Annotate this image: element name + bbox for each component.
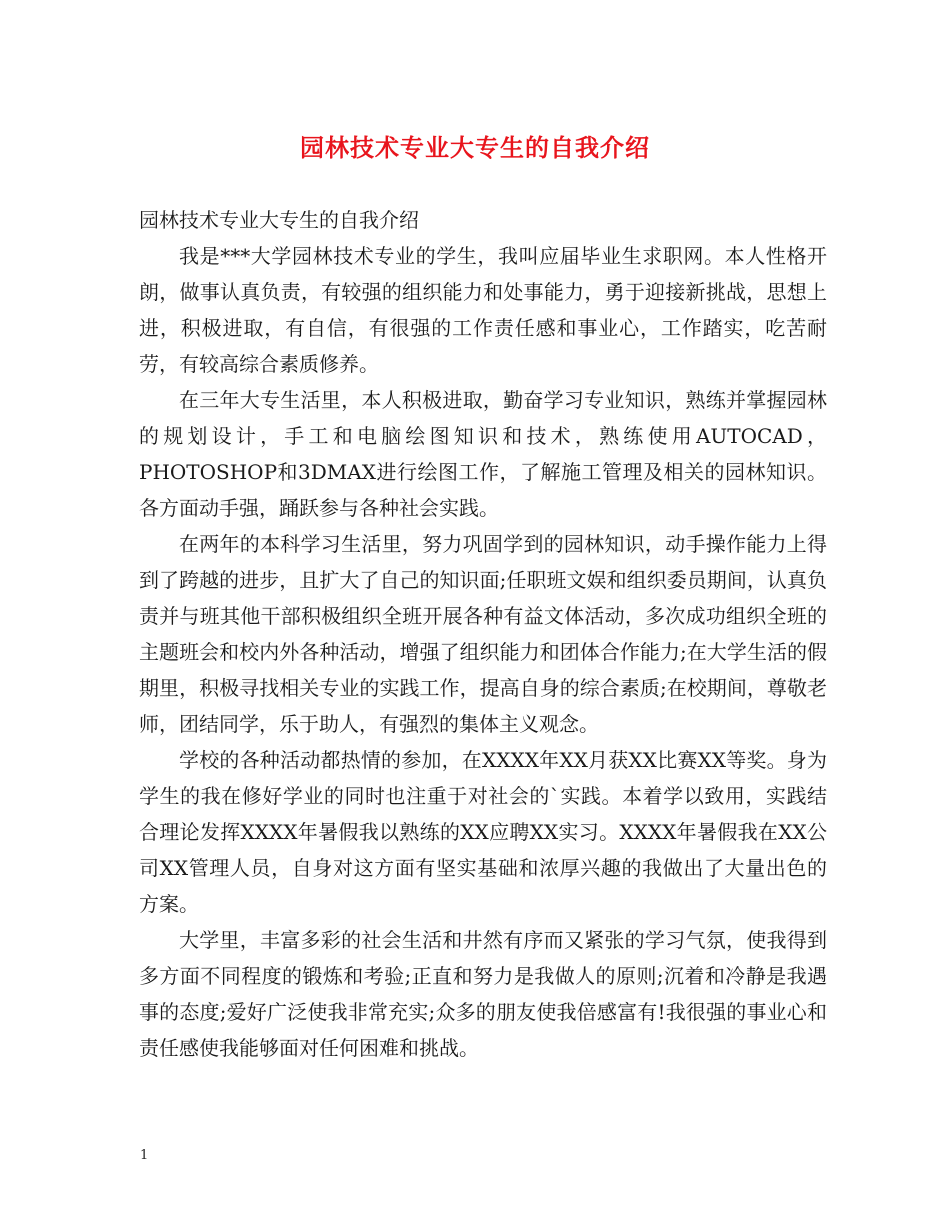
paragraph-study-and-activities: 在两年的本科学习生活里，努力巩固学到的园林知识，动手操作能力上得到了跨越的进步，且扩大了自己的知识面;任职班文娱和组织委员期间，认真负责并与班其他干部积极组织全班开展各种有益文体活动，多次成功组织全班的主题班会和校内外各种活动，增强了组织能力和团体合作能力;在大学生活的假期里，积极寻找相关专业的实践工作，提高自身的综合素质;在校期间，尊敬老师，团结同学，乐于助人，有强烈的集体主义观念。 — [139, 532, 827, 736]
document-subtitle: 园林技术专业大专生的自我介绍 — [139, 208, 419, 232]
paragraph-college-life: 在三年大专生活里，本人积极进取，勤奋学习专业知识，熟练并掌握园林的规划设计，手工和电脑绘图知识和技术，熟练使用AUTOCAD，PHOTOSHOP和3DMAX进行绘图工作，了解施工管理及相关的园林知识。各方面动手强，踊跃参与各种社会实践。 — [139, 388, 827, 520]
page-number: 1 — [140, 1148, 149, 1163]
paragraph-intro: 我是***大学园林技术专业的学生，我叫应届毕业生求职网。本人性格开朗，做事认真负责，有较强的组织能力和处事能力，勇于迎接新挑战，思想上进，积极进取，有自信，有很强的工作责任感和事业心，工作踏实，吃苦耐劳，有较高综合素质修养。 — [139, 244, 827, 376]
document-title: 园林技术专业大专生的自我介绍 — [300, 133, 650, 162]
paragraph-practice: 学校的各种活动都热情的参加，在XXXX年XX月获XX比赛XX等奖。身为学生的我在修好学业的同时也注重于对社会的`实践。本着学以致用，实践结合理论发挥XXXX年暑假我以熟练的XX应聘XX实习。XXXX年暑假我在XX公司XX管理人员，自身对这方面有坚实基础和浓厚兴趣的我做出了大量出色的方案。 — [139, 748, 827, 916]
paragraph-summary: 大学里，丰富多彩的社会生活和井然有序而又紧张的学习气氛，使我得到多方面不同程度的锻炼和考验;正直和努力是我做人的原则;沉着和冷静是我遇事的态度;爱好广泛使我非常充实;众多的朋友使我倍感富有!我很强的事业心和责任感使我能够面对任何困难和挑战。 — [139, 928, 827, 1060]
document-body — [139, 202, 827, 1066]
